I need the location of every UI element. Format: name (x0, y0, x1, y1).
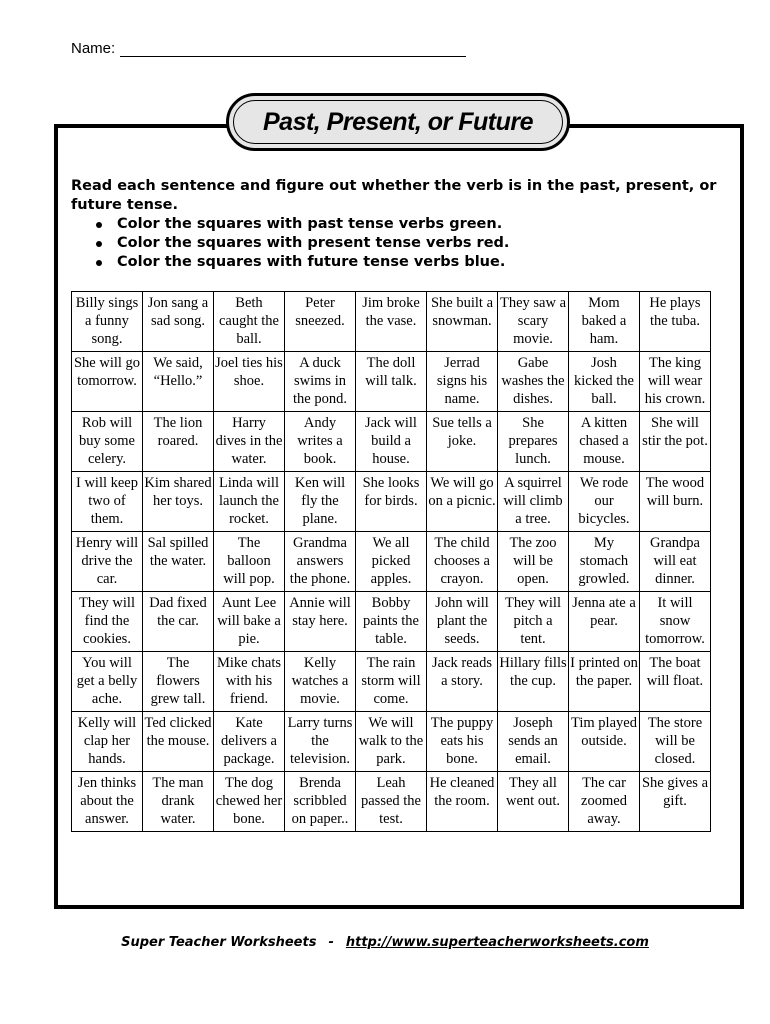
sentence-square[interactable]: They saw a scary movie. (498, 292, 569, 352)
sentence-square[interactable]: She looks for birds. (356, 472, 427, 532)
sentence-square[interactable]: A kitten chased a mouse. (569, 412, 640, 472)
sentence-square[interactable]: Ted clicked the mouse. (143, 712, 214, 772)
sentence-square[interactable]: Andy writes a book. (285, 412, 356, 472)
sentence-square[interactable]: Peter sneezed. (285, 292, 356, 352)
name-field (71, 40, 466, 57)
sentence-square[interactable]: Grandpa will eat dinner. (640, 532, 711, 592)
instruction-bullet: Color the squares with present tense verbs red. (117, 234, 731, 253)
sentence-square[interactable]: The dog chewed her bone. (214, 772, 285, 832)
sentence-square[interactable]: Dad fixed the car. (143, 592, 214, 652)
sentence-square[interactable]: We said, “Hello.” (143, 352, 214, 412)
sentence-square[interactable]: The doll will talk. (356, 352, 427, 412)
sentence-square[interactable]: Brenda scribbled on paper.. (285, 772, 356, 832)
sentence-square[interactable]: The store will be closed. (640, 712, 711, 772)
sentence-square[interactable]: They all went out. (498, 772, 569, 832)
sentence-square[interactable]: Josh kicked the ball. (569, 352, 640, 412)
sentence-square[interactable]: Grandma answers the phone. (285, 532, 356, 592)
sentence-square[interactable]: A duck swims in the pond. (285, 352, 356, 412)
footer (0, 935, 770, 950)
instructions-list (71, 215, 731, 272)
sentence-square[interactable]: The rain storm will come. (356, 652, 427, 712)
grid-row (72, 292, 711, 352)
sentence-square[interactable]: Jerrad signs his name. (427, 352, 498, 412)
sentence-square[interactable]: The puppy eats his bone. (427, 712, 498, 772)
sentence-square[interactable]: Linda will launch the rocket. (214, 472, 285, 532)
instructions (71, 177, 731, 272)
sentence-square[interactable]: She will go tomorrow. (72, 352, 143, 412)
instruction-bullet: Color the squares with past tense verbs green. (117, 215, 731, 234)
grid-row (72, 532, 711, 592)
sentence-square[interactable]: Jenna ate a pear. (569, 592, 640, 652)
sentence-square[interactable]: Bobby paints the table. (356, 592, 427, 652)
sentence-square[interactable]: A squirrel will climb a tree. (498, 472, 569, 532)
sentence-square[interactable]: We all picked apples. (356, 532, 427, 592)
grid-row (72, 712, 711, 772)
sentence-square[interactable]: She will stir the pot. (640, 412, 711, 472)
sentence-square[interactable]: Jon sang a sad song. (143, 292, 214, 352)
name-label: Name: (71, 40, 116, 57)
title-banner (226, 93, 570, 151)
sentence-square[interactable]: Kate delivers a package. (214, 712, 285, 772)
sentence-square[interactable]: He plays the tuba. (640, 292, 711, 352)
sentence-square[interactable]: Jack will build a house. (356, 412, 427, 472)
sentence-square[interactable]: Mom baked a ham. (569, 292, 640, 352)
sentence-square[interactable]: Beth caught the ball. (214, 292, 285, 352)
sentence-square[interactable]: Ken will fly the plane. (285, 472, 356, 532)
sentence-square[interactable]: Jack reads a story. (427, 652, 498, 712)
grid-row (72, 352, 711, 412)
instruction-bullet: Color the squares with future tense verbs blue. (117, 253, 731, 272)
grid-row (72, 472, 711, 532)
sentence-square[interactable]: Leah passed the test. (356, 772, 427, 832)
sentence-square[interactable]: Tim played outside. (569, 712, 640, 772)
name-blank-line (120, 40, 466, 57)
footer-link[interactable]: http://www.superteacherworksheets.com (345, 935, 649, 950)
sentence-square[interactable]: We will walk to the park. (356, 712, 427, 772)
sentence-square[interactable]: John will plant the seeds. (427, 592, 498, 652)
sentence-square[interactable]: We will go on a picnic. (427, 472, 498, 532)
sentence-square[interactable]: The king will wear his crown. (640, 352, 711, 412)
sentence-square[interactable]: The balloon will pop. (214, 532, 285, 592)
sentence-square[interactable]: Sal spilled the water. (143, 532, 214, 592)
sentence-square[interactable]: Kelly watches a movie. (285, 652, 356, 712)
page-title: Past, Present, or Future (262, 107, 534, 136)
sentence-square[interactable]: Jim broke the vase. (356, 292, 427, 352)
sentence-square[interactable]: Larry turns the television. (285, 712, 356, 772)
sentence-square[interactable]: She prepares lunch. (498, 412, 569, 472)
grid-row (72, 772, 711, 832)
sentence-square[interactable]: I will keep two of them. (72, 472, 143, 532)
footer-brand: Super Teacher Worksheets (121, 935, 317, 950)
sentence-square[interactable]: You will get a belly ache. (72, 652, 143, 712)
sentence-square[interactable]: I printed on the paper. (569, 652, 640, 712)
instructions-intro: Read each sentence and figure out whether the verb is in the past, present, or future tense. (71, 178, 717, 213)
grid-row (72, 592, 711, 652)
sentence-square[interactable]: Kelly will clap her hands. (72, 712, 143, 772)
sentence-square[interactable]: Jen thinks about the answer. (72, 772, 143, 832)
sentence-square[interactable]: The child chooses a crayon. (427, 532, 498, 592)
sentence-square[interactable]: Joseph sends an email. (498, 712, 569, 772)
sentence-square[interactable]: Henry will drive the car. (72, 532, 143, 592)
grid-row (72, 412, 711, 472)
footer-separator: - (328, 935, 334, 950)
sentence-square[interactable]: The flowers grew tall. (143, 652, 214, 712)
sentence-square[interactable]: The man drank water. (143, 772, 214, 832)
sentence-square[interactable]: The zoo will be open. (498, 532, 569, 592)
sentence-square[interactable]: They will pitch a tent. (498, 592, 569, 652)
sentence-square[interactable]: Joel ties his shoe. (214, 352, 285, 412)
sentence-square[interactable]: Hillary fills the cup. (498, 652, 569, 712)
sentence-square[interactable]: Rob will buy some celery. (72, 412, 143, 472)
sentence-square[interactable]: Billy sings a funny song. (72, 292, 143, 352)
sentence-square[interactable]: Harry dives in the water. (214, 412, 285, 472)
sentence-square[interactable]: The wood will burn. (640, 472, 711, 532)
sentence-grid (71, 291, 711, 832)
sentence-square[interactable]: My stomach growled. (569, 532, 640, 592)
sentence-square[interactable]: She gives a gift. (640, 772, 711, 832)
sentence-square[interactable]: The car zoomed away. (569, 772, 640, 832)
grid-row (72, 652, 711, 712)
sentence-square[interactable]: The boat will float. (640, 652, 711, 712)
sentence-square[interactable]: We rode our bicycles. (569, 472, 640, 532)
sentence-square[interactable]: Kim shared her toys. (143, 472, 214, 532)
sentence-square[interactable]: He cleaned the room. (427, 772, 498, 832)
sentence-square[interactable]: Sue tells a joke. (427, 412, 498, 472)
sentence-square[interactable]: Gabe washes the dishes. (498, 352, 569, 412)
sentence-square[interactable]: The lion roared. (143, 412, 214, 472)
sentence-square[interactable]: They will find the cookies. (72, 592, 143, 652)
sentence-square[interactable]: Mike chats with his friend. (214, 652, 285, 712)
sentence-square[interactable]: She built a snowman. (427, 292, 498, 352)
sentence-square[interactable]: It will snow tomorrow. (640, 592, 711, 652)
sentence-square[interactable]: Annie will stay here. (285, 592, 356, 652)
sentence-square[interactable]: Aunt Lee will bake a pie. (214, 592, 285, 652)
